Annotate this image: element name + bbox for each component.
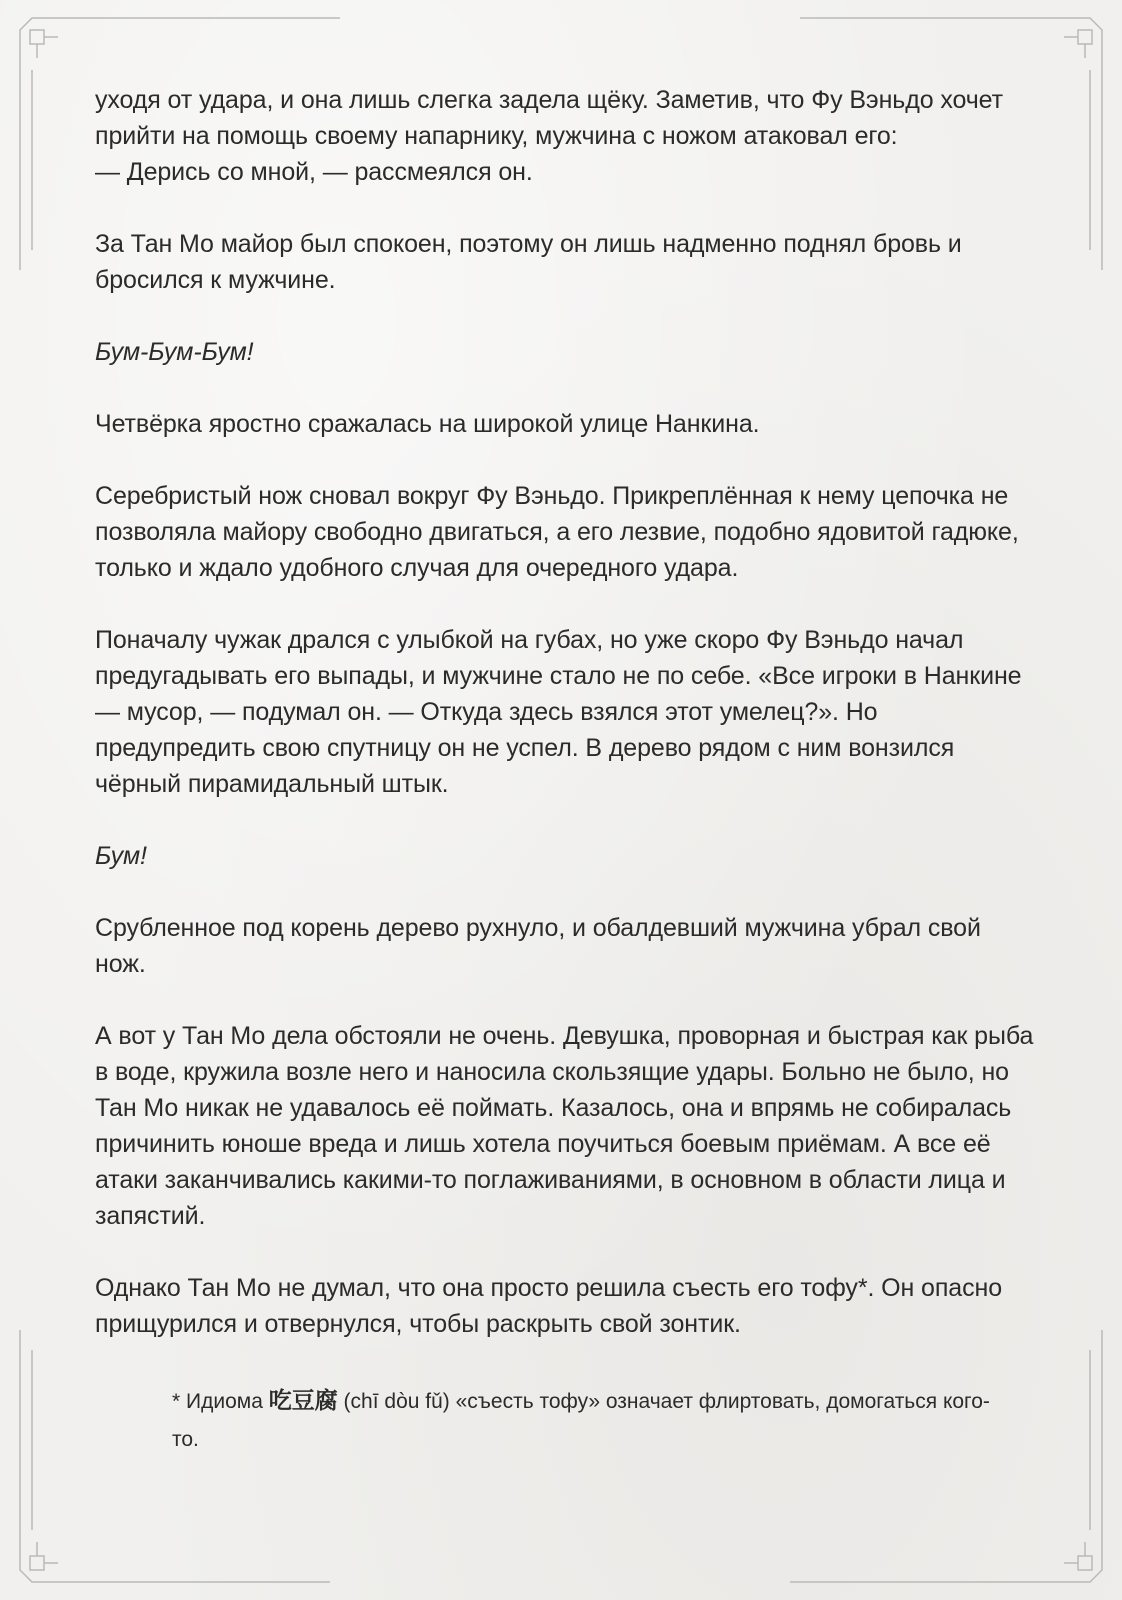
paragraph-8-sound: Бум!	[95, 842, 147, 870]
paragraph-10: А вот у Тан Мо дела обстояли не очень. Девушка, проворная и быстрая как рыба в воде, кружила возле него и наносила скользящие удары. Больно не было, но Тан Мо никак не удавалось её поймать. Казалось, она и впрямь не собиралась причинить юноше вреда и лишь хотела поучиться боевым приёмам. А все её атаки заканчивались какими-то поглаживаниями, в основном в области лица и запястий.	[95, 1022, 1034, 1230]
paragraph-9: Срубленное под корень дерево рухнуло, и обалдевший мужчина убрал свой нож.	[95, 914, 981, 978]
footnote	[172, 1382, 992, 1459]
paragraph-11: Однако Тан Мо не думал, что она просто решила съесть его тофу*. Он опасно прищурился и отвернулся, чтобы раскрыть свой зонтик.	[95, 1274, 1002, 1338]
story-text	[95, 82, 1035, 1342]
footnote-prefix: * Идиома	[172, 1390, 269, 1413]
footnote-suffix: (chī dòu fǔ) «съесть тофу» означает флиртовать, домогаться кого-то.	[172, 1390, 990, 1451]
paragraph-5: Четвёрка яростно сражалась на широкой улице Нанкина.	[95, 410, 760, 438]
paragraph-3: За Тан Мо майор был спокоен, поэтому он лишь надменно поднял бровь и бросился к мужчине.	[95, 230, 962, 294]
paragraph-7: Поначалу чужак дрался с улыбкой на губах, но уже скоро Фу Вэньдо начал предугадывать его выпады, и мужчине стало не по себе. «Все игроки в Нанкине — мусор, — подумал он. — Откуда здесь взялся этот умелец?». Но предупредить свою спутницу он не успел. В дерево рядом с ним вонзился чёрный пирамидальный штык.	[95, 626, 1022, 798]
paragraph-6: Серебристый нож сновал вокруг Фу Вэньдо. Прикреплённая к нему цепочка не позволяла майору свободно двигаться, а его лезвие, подобно ядовитой гадюке, только и ждало удобного случая для очередного удара.	[95, 482, 1019, 582]
paragraph-2: — Дерись со мной, — рассмеялся он.	[95, 158, 533, 186]
paragraph-1: уходя от удара, и она лишь слегка задела щёку. Заметив, что Фу Вэньдо хочет прийти на помощь своему напарнику, мужчина с ножом атаковал его:	[95, 86, 1003, 150]
paragraph-4-sound: Бум-Бум-Бум!	[95, 338, 254, 366]
footnote-hanzi: 吃豆腐	[268, 1388, 338, 1414]
